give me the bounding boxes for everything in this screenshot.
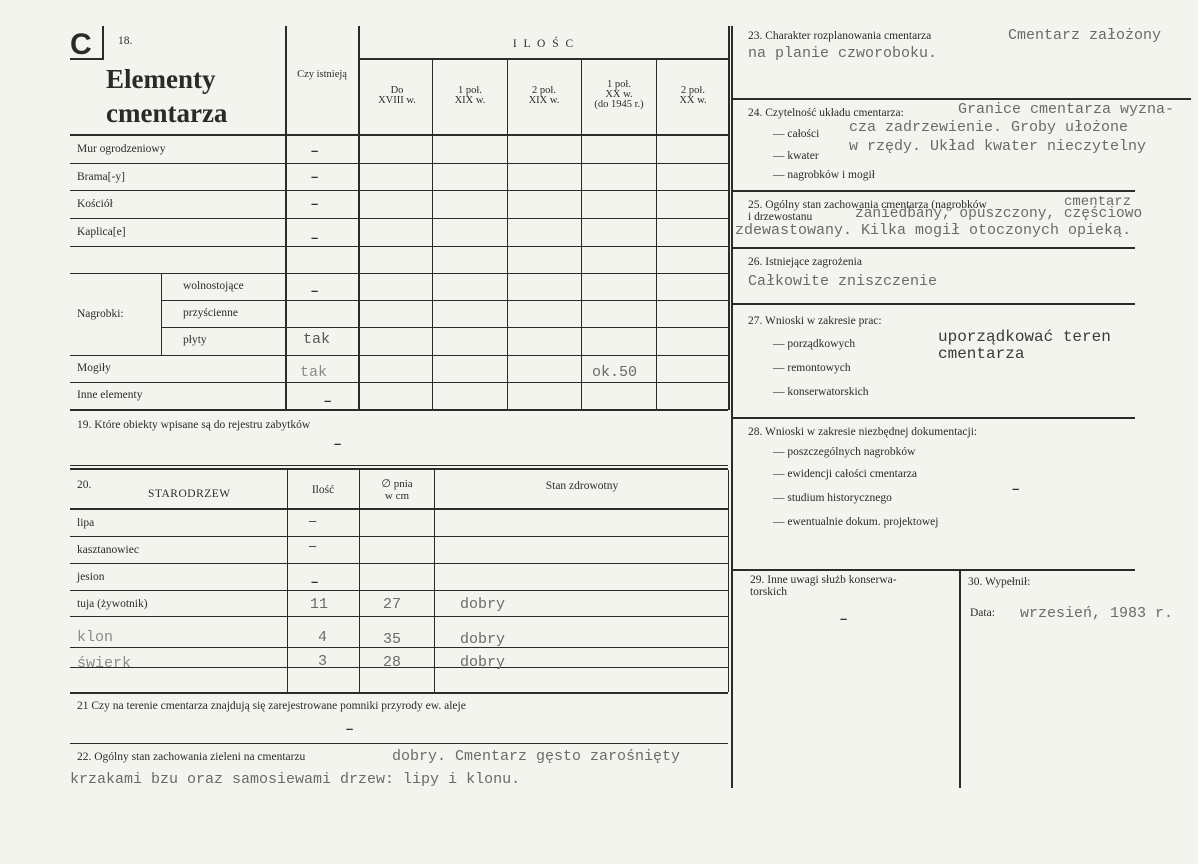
header-bottom-rule (70, 134, 728, 136)
q20-col-divider (434, 470, 435, 692)
col-header-5 (658, 86, 728, 106)
row-rule (70, 190, 728, 191)
row-label-mur: Mur ogrodzeniowy (77, 143, 166, 155)
q19-value: – (334, 436, 342, 451)
q29-divider (959, 570, 961, 788)
row-rule (70, 246, 728, 247)
col-divider-5 (656, 60, 657, 410)
tree-diam: 28 (383, 654, 402, 671)
q27-item: — porządkowych (773, 338, 856, 350)
col-divider-right (728, 26, 730, 410)
q24-item: — nagrobków i mogił (773, 169, 875, 181)
row-label-plyty: płyty (183, 334, 207, 346)
row-rule (70, 218, 728, 219)
row-exists-kaplica: – (311, 230, 319, 245)
row-label-kaplica: Kaplica[e] (77, 226, 126, 238)
q25-line1b: zaniedbany, opuszczony, częściowo (855, 206, 1143, 222)
q21-value: – (346, 721, 354, 736)
q30-date-label: Data: (970, 607, 995, 619)
q24-line1: Granice cmentarza wyzna- (958, 101, 1175, 118)
col-header-4 (582, 80, 656, 110)
q25-line1a: cmentarz (1064, 194, 1132, 210)
row-rule (70, 382, 728, 383)
q20-col-diam-l1: ∅ pnia (381, 478, 413, 490)
row-label-wolnostojace: wolnostojące (183, 280, 244, 292)
q25-label2: i drzewostanu (748, 211, 813, 223)
q20-number: 20. (77, 479, 92, 491)
row-label-kosciol: Kościół (77, 198, 113, 210)
q24-item: — kwater (773, 150, 819, 162)
tree-name: kasztanowiec (77, 544, 139, 556)
q30-date-value: wrzesień, 1983 r. (1020, 605, 1174, 622)
q29-value: – (840, 611, 848, 626)
q24-line3: w rzędy. Układ kwater nieczytelny (849, 138, 1147, 155)
q19-label: 19. Które obiekty wpisane są do rejestru zabytków (77, 419, 311, 431)
q20-col-divider (359, 470, 360, 692)
header-top-rule (360, 58, 728, 60)
ilosc-header: I L O Ś C (512, 38, 576, 50)
tree-name: tuja (żywotnik) (77, 598, 148, 610)
col-header-2-l2: XIX w. (454, 95, 486, 106)
q20-title: STARODRZEW (148, 488, 231, 500)
col-header-1 (362, 86, 432, 106)
q20-col-count: Ilość (311, 484, 335, 496)
q25-line2: zdewastowany. Kilka mogił otoczonych opieką. (735, 222, 1132, 239)
q20-row-rule (70, 590, 728, 591)
col-header-5-l1: 2 poł. (681, 85, 705, 96)
tree-count: – (311, 574, 319, 589)
row-exists-plyty: tak (303, 331, 331, 348)
q28-label: 28. Wnioski w zakresie niezbędnej dokumentacji: (748, 426, 978, 438)
q30-label: 30. Wypełnił: (968, 576, 1031, 588)
row-exists-brama: – (311, 169, 319, 184)
col-divider-4 (581, 60, 582, 410)
col-header-1-l1: Do (390, 85, 404, 96)
row-rule (70, 409, 728, 411)
col-header-4-l1: 1 poł. (607, 79, 631, 90)
q28-item: — ewentualnie dokum. projektowej (773, 516, 939, 528)
col-header-3 (509, 86, 579, 106)
col-header-3-l2: XIX w. (528, 95, 560, 106)
col-header-4-l3: (do 1945 r.) (594, 99, 644, 110)
q25-label1: 25. Ogólny stan zachowania cmentarza (nagrobków (748, 199, 987, 211)
q24-label: 24. Czytelność układu cmentarza: (748, 107, 904, 119)
q28-item: — ewidencji całości cmentarza (773, 468, 917, 480)
q20-row-rule (70, 536, 728, 537)
q20-header-rule (70, 508, 728, 510)
col-header-2-l1: 1 poł. (458, 85, 482, 96)
q29-label2: torskich (750, 586, 788, 598)
row-exists-mur: – (311, 143, 319, 158)
q20-col-health: Stan zdrowotny (545, 480, 619, 492)
q19-rule (70, 465, 728, 466)
q24-rule (731, 190, 1135, 192)
row-rule (70, 355, 728, 356)
q23-line2: na planie czworoboku. (748, 45, 938, 62)
q28-rule (731, 569, 1135, 571)
q22-label: 22. Ogólny stan zachowania zieleni na cmentarzu (77, 751, 306, 763)
q24-line2: cza zadrzewienie. Groby ułożone (849, 119, 1129, 136)
section-number: 18. (118, 35, 133, 47)
row-label-mogily: Mogiły (77, 362, 111, 374)
q22-line1: dobry. Cmentarz gęsto zarośnięty (392, 748, 681, 765)
tree-name: lipa (77, 517, 95, 529)
q24-item: — całości (773, 128, 820, 140)
tree-diam: 27 (383, 596, 402, 613)
q20-bottom-rule (70, 692, 728, 694)
row-rule (70, 163, 728, 164)
q26-value: Całkowite zniszczenie (748, 273, 938, 290)
row-count-mogily: ok.50 (592, 364, 638, 381)
tree-count: 4 (318, 629, 328, 646)
row-rule (161, 327, 728, 328)
page-title-line2: cmentarza (106, 98, 228, 128)
q21-label: 21 Czy na terenie cmentarza znajdują się zarejestrowane pomniki przyrody ew. aleje (77, 700, 466, 712)
tree-health: dobry (460, 631, 506, 648)
tree-count: – (309, 513, 317, 528)
q27-item: — remontowych (773, 362, 851, 374)
q27-item: — konserwatorskich (773, 386, 869, 398)
q23-line1: Cmentarz założony (1008, 27, 1162, 44)
q22-line2: krzakami bzu oraz samosiewami drzew: lipy i klonu. (70, 771, 521, 788)
tree-diam: 35 (383, 631, 402, 648)
row-exists-inne: – (324, 393, 332, 408)
q25-rule (731, 247, 1135, 249)
tree-name: klon (77, 629, 114, 646)
col-header-3-l1: 2 poł. (532, 85, 556, 96)
q26-label: 26. Istniejące zagrożenia (748, 256, 862, 268)
q20-col-diam-l2: w cm (384, 490, 410, 502)
q27-rule (731, 417, 1135, 419)
q29-label1: 29. Inne uwagi służb konserwa- (750, 574, 897, 586)
section-letter: C (70, 28, 92, 61)
q28-value: – (1012, 481, 1020, 496)
q21-rule (70, 743, 728, 744)
row-label-przyscienne: przyścienne (183, 307, 238, 319)
q20-col-divider (287, 470, 288, 692)
q28-item: — studium historycznego (773, 492, 892, 504)
col-header-2 (435, 86, 505, 106)
col-divider-2 (432, 60, 433, 410)
tree-name: świerk (77, 655, 132, 672)
right-column-divider (731, 26, 733, 788)
row-label-brama: Brama[-y] (77, 171, 125, 183)
tree-name: jesion (77, 571, 105, 583)
col-header-5-l2: XX w. (679, 95, 707, 106)
q20-top-rule (70, 468, 728, 470)
tree-count: – (309, 538, 317, 553)
row-exists-wolnostojace: – (311, 283, 319, 298)
row-rule (161, 300, 728, 301)
q20-row-rule (70, 616, 728, 617)
tree-count: 3 (318, 653, 328, 670)
row-rule (70, 273, 728, 274)
q27-line1: uporządkować teren (938, 328, 1111, 346)
row-label-nagrobki: Nagrobki: (77, 308, 124, 320)
q26-rule (731, 303, 1135, 305)
q27-label: 27. Wnioski w zakresie prac: (748, 315, 882, 327)
col-divider-3 (507, 60, 508, 410)
q20-col-divider (728, 470, 729, 692)
nagrobki-divider (161, 274, 162, 356)
tree-health: dobry (460, 654, 506, 671)
row-exists-mogily: tak (300, 364, 328, 381)
q27-line2: cmentarza (938, 345, 1025, 363)
col-header-1-l2: XVIII w. (378, 95, 416, 106)
page-title-line1: Elementy (106, 64, 216, 94)
q23-label: 23. Charakter rozplanowania cmentarza (748, 30, 932, 42)
row-exists-kosciol: – (311, 196, 319, 211)
col-exists-header: Czy istnieją (297, 69, 347, 80)
q23-rule (731, 98, 1191, 100)
q20-row-rule (70, 563, 728, 564)
row-label-inne: Inne elementy (77, 389, 143, 401)
tree-count: 11 (310, 596, 329, 613)
col-header-4-l2: XX w. (605, 89, 633, 100)
q20-col-diam (361, 478, 433, 502)
q28-item: — poszczególnych nagrobków (773, 446, 916, 458)
tree-health: dobry (460, 596, 506, 613)
